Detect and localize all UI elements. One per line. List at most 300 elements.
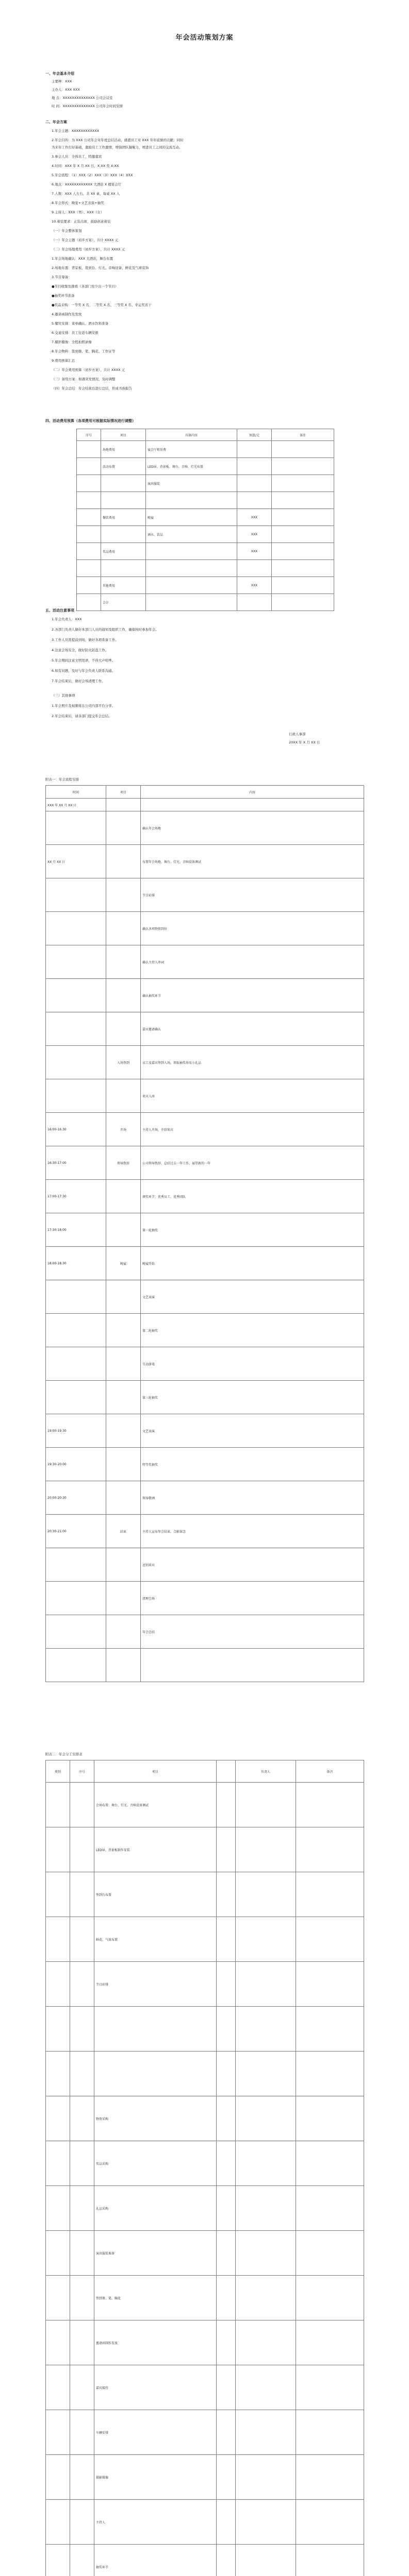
table-cell	[70, 2052, 94, 2096]
table-cell	[217, 2365, 236, 2410]
table-cell	[70, 1827, 94, 1872]
table-cell: 晚宴开始	[141, 1247, 364, 1280]
table-cell	[141, 799, 364, 811]
table-cell	[217, 2320, 236, 2365]
table-row	[46, 2186, 364, 2231]
table-cell	[106, 1381, 141, 1414]
table-row	[46, 2545, 364, 2576]
table-cell	[217, 2545, 236, 2576]
table-cell: 合计	[101, 594, 146, 611]
table-cell: 20:30-21:00	[46, 1515, 106, 1548]
table-cell	[46, 878, 106, 912]
table-cell: 晚宴	[106, 1247, 141, 1280]
table-row	[46, 1012, 364, 1046]
table-row	[77, 441, 334, 458]
table-cell: 晚宴	[146, 509, 237, 526]
table-cell	[106, 1079, 141, 1113]
table-cell: 文艺表演	[141, 1280, 364, 1314]
table-cell	[70, 2455, 94, 2500]
column-header: 项目	[106, 786, 141, 799]
table-cell	[236, 1827, 296, 1872]
table-cell	[296, 2500, 364, 2545]
table-cell: 节目彩排	[94, 1962, 217, 2007]
table-cell: 开场	[106, 1113, 141, 1146]
text-line: 10.着装要求：正装出席，鼓励创意着装	[52, 219, 111, 224]
table-cell	[217, 1962, 236, 2007]
table-cell	[146, 543, 237, 560]
table-cell	[46, 2410, 70, 2455]
table-cell: XX 月 XX 日	[46, 845, 106, 878]
text-line: 2.各部门负责人做好本部门人员的通知及组织工作，确保按时参加年会。	[52, 628, 159, 632]
table-cell: 特等奖抽奖	[141, 1448, 364, 1481]
table-cell: 20:00-20:30	[46, 1481, 106, 1515]
table-cell	[70, 1872, 94, 1917]
table-row	[46, 2141, 364, 2186]
table-cell	[296, 2365, 364, 2410]
text-line: 1.年会负责人：XXX	[52, 617, 82, 621]
table-cell	[46, 2052, 70, 2096]
table-cell	[106, 1314, 141, 1347]
table-cell	[70, 2410, 94, 2455]
text-line: 6.交通安排：员工往返车辆安排	[52, 331, 99, 335]
table-cell	[70, 2141, 94, 2186]
text-line: 3.参会人员：全体员工、特邀嘉宾	[52, 155, 102, 159]
section-heading: 二、年会方案	[45, 120, 67, 124]
table-cell	[296, 2320, 364, 2365]
table-cell: 来宾入座	[141, 1079, 364, 1113]
table-row	[46, 979, 364, 1012]
text-line: 1.年会主题：XXXXXXXXXXXX	[52, 129, 100, 133]
table-cell: 其他费用	[101, 577, 146, 594]
table-cell: 鲜花、气球布置	[94, 1917, 217, 1962]
table-cell	[237, 475, 272, 492]
table-cell	[70, 1917, 94, 1962]
table-cell	[77, 543, 101, 560]
table-cell	[77, 475, 101, 492]
table-cell	[46, 1280, 106, 1314]
table-cell	[46, 1962, 70, 2007]
table-cell	[272, 492, 334, 509]
table-cell	[236, 1917, 296, 1962]
table-cell	[46, 2320, 70, 2365]
table-cell: 第三轮抽奖	[141, 1381, 364, 1414]
column-header	[217, 1760, 236, 1783]
text-line: ●奖品采购：一等奖 X 名、二等奖 X 名、三等奖 X 名、幸运奖若干	[52, 303, 152, 307]
table-cell	[217, 2231, 236, 2276]
table-cell	[296, 2231, 364, 2276]
table-cell	[46, 1079, 106, 1113]
table-cell: 领导敬酒	[141, 1481, 364, 1515]
table-cell	[106, 1615, 141, 1649]
text-line: 2.年会结束后，请各部门提交年会总结。	[52, 714, 112, 718]
table-cell	[146, 594, 237, 611]
table-cell: 布置年会场地，舞台、灯光、音响设备调试	[141, 845, 364, 878]
table-cell	[46, 811, 106, 845]
table-cell: 公司领导致辞，总结过去一年工作，展望新的一年	[141, 1146, 364, 1180]
agenda-table	[45, 785, 364, 1682]
table-cell	[70, 2231, 94, 2276]
table-cell: 餐饮费用	[101, 509, 146, 526]
table-cell	[236, 2052, 296, 2096]
table-cell	[237, 441, 272, 458]
table-cell	[272, 509, 334, 526]
table-cell	[106, 1548, 141, 1582]
table-cell	[296, 2455, 364, 2500]
table-cell: 演出服装	[146, 475, 237, 492]
column-header: 预算/元	[237, 429, 272, 441]
table-cell: 节目彩排	[141, 878, 364, 912]
text-line: 5.年会期间注意文明用语，不得大声喧哗。	[52, 658, 116, 663]
table-cell	[296, 2141, 364, 2186]
table-cell	[106, 1280, 141, 1314]
table-row	[77, 509, 334, 526]
column-header: 类别	[46, 1760, 70, 1783]
text-line: 3.工作人员需提前到场，做好各项准备工作。	[52, 638, 119, 642]
table-row	[46, 1414, 364, 1448]
table-cell	[46, 912, 106, 945]
text-line: 为来年工作打好基础，激励员工工作激情，增强团队凝聚力，增进员工之间的交流互动。	[52, 145, 183, 149]
table-cell	[46, 1012, 106, 1046]
column-header: 项目	[94, 1760, 217, 1783]
text-line: 2.年会目的：为 XXX 公司年会对年度总结活动，感恩员工对 XXX 年年底做的贡献；同时	[52, 138, 184, 142]
text-line: 6.地点：XXXXXXXXXXXX 大酒店 X 楼宴会厅	[52, 182, 122, 187]
column-header: 时间	[46, 786, 106, 799]
table-cell: 嘉宾接待	[94, 2365, 217, 2410]
table-cell	[236, 2320, 296, 2365]
table-row	[46, 1280, 364, 1314]
table-cell	[46, 2186, 70, 2231]
table-cell	[217, 2410, 236, 2455]
table-cell	[46, 2096, 70, 2141]
table-cell	[106, 1448, 141, 1481]
table-cell: 物资采购	[94, 2096, 217, 2141]
column-header: 内容	[141, 786, 364, 799]
table-cell	[70, 2320, 94, 2365]
table-cell: 颁奖环节：优秀员工、优秀团队	[141, 1180, 364, 1213]
table-cell	[46, 1046, 106, 1079]
table-cell: 17:30-18:00	[46, 1213, 106, 1247]
task-table	[45, 1760, 364, 2576]
text-line: 8.年会物料：签到册、笔、胸花、工作证等	[52, 349, 116, 353]
text-line: 9.费用预算汇总	[52, 359, 75, 363]
text-line: （一）年会主题（初步方案），共计 XXXX 元	[52, 238, 119, 242]
table-cell	[106, 1649, 141, 1682]
table-row	[46, 1917, 364, 1962]
table-cell	[106, 1414, 141, 1448]
table-cell: 确认主持人串词	[141, 945, 364, 979]
table-cell	[70, 2276, 94, 2320]
table-cell	[296, 1917, 364, 1962]
table-cell: 入场签到	[106, 1046, 141, 1079]
table-row	[46, 811, 364, 845]
text-line: 5.年会流程：（1）XXX（2）XXX（3）XXX（4）XXX	[52, 173, 133, 177]
table-cell: 礼品采购	[94, 2186, 217, 2231]
table-row	[46, 1827, 364, 1872]
table-cell	[146, 492, 237, 509]
table-cell	[106, 1012, 141, 1046]
table-cell	[296, 2545, 364, 2576]
table-cell	[106, 1481, 141, 1515]
table-cell: 车辆安排	[94, 2410, 217, 2455]
table-row	[46, 1783, 364, 1827]
table-cell	[237, 594, 272, 611]
table-row	[46, 1481, 364, 1515]
text-line: 9.主持人：XXX（男）、XXX（女）	[52, 210, 104, 214]
table-cell	[46, 2231, 70, 2276]
table-cell: 主持人宣布年会结束，合影留念	[141, 1515, 364, 1548]
table-row	[46, 1079, 364, 1113]
table-row	[46, 1146, 364, 1180]
table-cell: 年会总结	[141, 1615, 364, 1649]
table-cell	[46, 1582, 106, 1615]
table-cell: 奖品费用	[101, 543, 146, 560]
table-row	[46, 2320, 364, 2365]
signature-date: 20XX 年 X 月 XX 日	[289, 740, 320, 744]
text-line: 时 间：XXXXXXXXXXXXXX 公司年会时间安排	[52, 104, 123, 108]
table-cell	[217, 1872, 236, 1917]
text-line: 地 点：XXXXXXXXXXXXXX 公司会议室	[52, 96, 113, 100]
table-cell: 主持人开场，介绍来宾	[141, 1113, 364, 1146]
table-row	[46, 878, 364, 912]
table-cell: 活动布置	[101, 458, 146, 475]
table-cell	[217, 2141, 236, 2186]
table-row	[46, 1515, 364, 1548]
table-cell	[46, 1347, 106, 1381]
table-header-row	[46, 1760, 364, 1783]
table-cell	[296, 2410, 364, 2455]
text-line: 5.餐饮安排：菜单确认、酒水饮料准备	[52, 321, 109, 326]
table-cell: 清理会场	[141, 1582, 364, 1615]
column-header: 负责人	[236, 1760, 296, 1783]
table-header-row	[77, 429, 334, 441]
table-cell	[296, 1962, 364, 2007]
table-cell	[296, 2096, 364, 2141]
text-line: 1.年会场地确认：XXX 大酒店，舞台布置	[52, 257, 113, 261]
text-line: 7.人数：XXX 人左右，共 XX 桌，每桌 XX 人	[52, 192, 120, 196]
table-cell	[46, 2365, 70, 2410]
table-cell	[70, 2500, 94, 2545]
table-row	[46, 1180, 364, 1213]
table-row	[46, 1347, 364, 1381]
table-cell	[46, 1917, 70, 1962]
table-cell	[46, 1381, 106, 1414]
table-cell: 第一轮抽奖	[141, 1213, 364, 1247]
table-cell: LED屏、背景板、舞台、音响、灯光布置	[146, 458, 237, 475]
table-cell	[236, 2545, 296, 2576]
table-cell	[146, 560, 237, 577]
section-heading: 五、活动注意事项	[45, 608, 74, 613]
table-cell	[237, 458, 272, 475]
table-row	[46, 1247, 364, 1280]
table-cell	[217, 1827, 236, 1872]
table-row	[46, 2455, 364, 2500]
document-title: 年会活动策划方案	[175, 34, 234, 42]
text-line: （二）年会费用预算（初步方案），共计 XXXX 元	[52, 368, 125, 372]
table-row	[46, 945, 364, 979]
table-cell	[46, 945, 106, 979]
table-cell: XXX 年 XX 月 XX 日	[46, 799, 106, 811]
table-cell	[217, 2276, 236, 2320]
text-line: 主要种：XXX	[52, 79, 72, 83]
table-cell	[106, 799, 141, 811]
table-cell: 领导致辞	[106, 1146, 141, 1180]
table-cell: 场地费用	[101, 441, 146, 458]
table-cell: XXX	[237, 509, 272, 526]
column-header: 序号	[77, 429, 101, 441]
table-cell	[46, 1615, 106, 1649]
table-row	[46, 2410, 364, 2455]
table-row	[77, 577, 334, 594]
table-cell: 酒水、饮品	[146, 526, 237, 543]
table-cell	[46, 2141, 70, 2186]
table-cell	[46, 2455, 70, 2500]
table-cell	[70, 1783, 94, 1827]
text-line: 3.节目筹备：	[52, 275, 72, 279]
table-cell	[236, 2410, 296, 2455]
table-cell	[296, 1783, 364, 1827]
table-cell	[236, 2231, 296, 2276]
table-cell	[217, 1783, 236, 1827]
table-row	[46, 1872, 364, 1917]
table-cell	[101, 526, 146, 543]
table-cell	[217, 2052, 236, 2096]
table-caption: 附表一：年会流程安排	[45, 777, 79, 782]
table-cell: XXX	[237, 526, 272, 543]
table-cell	[217, 2007, 236, 2052]
text-line: 4.邀请函制作及发放	[52, 312, 82, 316]
table-row	[77, 458, 334, 475]
table-row	[46, 1314, 364, 1347]
table-cell	[106, 878, 141, 912]
table-cell: 18:00-18:30	[46, 1247, 106, 1280]
table-row	[46, 2052, 364, 2096]
table-cell	[272, 594, 334, 611]
table-row	[46, 799, 364, 811]
table-row	[77, 492, 334, 509]
table-cell: 19:30-20:00	[46, 1448, 106, 1481]
table-cell	[272, 475, 334, 492]
table-row	[46, 1213, 364, 1247]
table-cell: XXX	[237, 543, 272, 560]
table-cell	[70, 2096, 94, 2141]
table-cell	[70, 2007, 94, 2052]
table-cell	[106, 912, 141, 945]
table-cell	[272, 526, 334, 543]
table-cell	[101, 492, 146, 509]
table-cell: 签到册、笔、胸花	[94, 2276, 217, 2320]
signature-dept: 行政人事部	[289, 732, 306, 736]
table-cell: 16:00-16:30	[46, 1113, 106, 1146]
table-cell	[236, 2096, 296, 2141]
budget-table	[76, 429, 334, 611]
table-row	[77, 543, 334, 560]
table-row	[46, 2096, 364, 2141]
table-cell	[237, 492, 272, 509]
table-row	[46, 912, 364, 945]
table-cell	[46, 979, 106, 1012]
table-header-row	[46, 786, 364, 799]
table-cell: 宴会厅租赁费	[146, 441, 237, 458]
table-cell: 互动游戏	[141, 1347, 364, 1381]
table-row	[46, 1113, 364, 1146]
table-cell	[106, 1180, 141, 1213]
text-line: 8.年会形式：晚宴+文艺表演+抽奖	[52, 201, 104, 205]
column-header: 项目	[101, 429, 146, 441]
table-cell	[77, 509, 101, 526]
table-cell	[272, 577, 334, 594]
table-cell	[236, 1872, 296, 1917]
table-row	[46, 845, 364, 878]
table-cell	[46, 1827, 70, 1872]
table-cell	[146, 577, 237, 594]
table-cell	[46, 1649, 106, 1682]
table-cell	[296, 2007, 364, 2052]
table-cell	[101, 475, 146, 492]
table-cell	[296, 1827, 364, 1872]
table-cell: XXX	[237, 577, 272, 594]
table-caption: 附表二：年会分工安排表	[45, 1752, 83, 1756]
section-heading: 四、活动费用预算（各项费用可根据实际情况进行调整）	[45, 419, 136, 423]
table-cell	[272, 543, 334, 560]
table-cell	[236, 1962, 296, 2007]
table-row	[46, 1381, 364, 1414]
table-row	[46, 2007, 364, 2052]
table-cell	[101, 560, 146, 577]
table-cell	[296, 2186, 364, 2231]
table-cell	[70, 2545, 94, 2576]
table-cell	[46, 1314, 106, 1347]
section-heading: 一、年会基本介绍	[45, 72, 74, 76]
table-cell	[77, 492, 101, 509]
table-cell	[106, 945, 141, 979]
table-cell	[272, 560, 334, 577]
text-line: 4.注意会场安全，做好防火防盗工作。	[52, 648, 109, 652]
column-header: 备注	[272, 429, 334, 441]
table-cell	[77, 577, 101, 594]
table-cell: 确认抽奖环节	[141, 979, 364, 1012]
text-line: （四）年会总结：年会结束后进行总结，形成书面报告	[52, 386, 132, 391]
table-cell	[236, 2186, 296, 2231]
table-cell	[94, 2052, 217, 2096]
table-cell: 抽奖环节	[94, 2545, 217, 2576]
table-cell: 确认年会场地	[141, 811, 364, 845]
table-row	[77, 475, 334, 492]
table-row	[46, 2231, 364, 2276]
table-cell	[77, 560, 101, 577]
table-row	[77, 560, 334, 577]
table-cell	[236, 2500, 296, 2545]
table-cell: 演出服装准备	[94, 2231, 217, 2276]
table-cell: 16:30-17:00	[46, 1146, 106, 1180]
table-cell	[77, 441, 101, 458]
table-row	[46, 1962, 364, 2007]
table-cell	[141, 1649, 364, 1682]
table-cell	[46, 1872, 70, 1917]
column-header: 序号	[70, 1760, 94, 1783]
table-cell: 主持人	[94, 2500, 217, 2545]
table-cell	[272, 458, 334, 475]
table-cell	[296, 2052, 364, 2096]
table-row	[46, 1448, 364, 1481]
table-cell	[296, 1872, 364, 1917]
table-row	[46, 1615, 364, 1649]
table-cell	[77, 594, 101, 611]
text-line: 4.时间：XXX 年 X 月 XX 日，X:XX 至 X:XX	[52, 164, 119, 168]
table-cell	[236, 2455, 296, 2500]
text-line: 7.年会结束后，做好会场清理工作。	[52, 679, 105, 683]
table-cell	[106, 1213, 141, 1247]
table-cell	[77, 526, 101, 543]
